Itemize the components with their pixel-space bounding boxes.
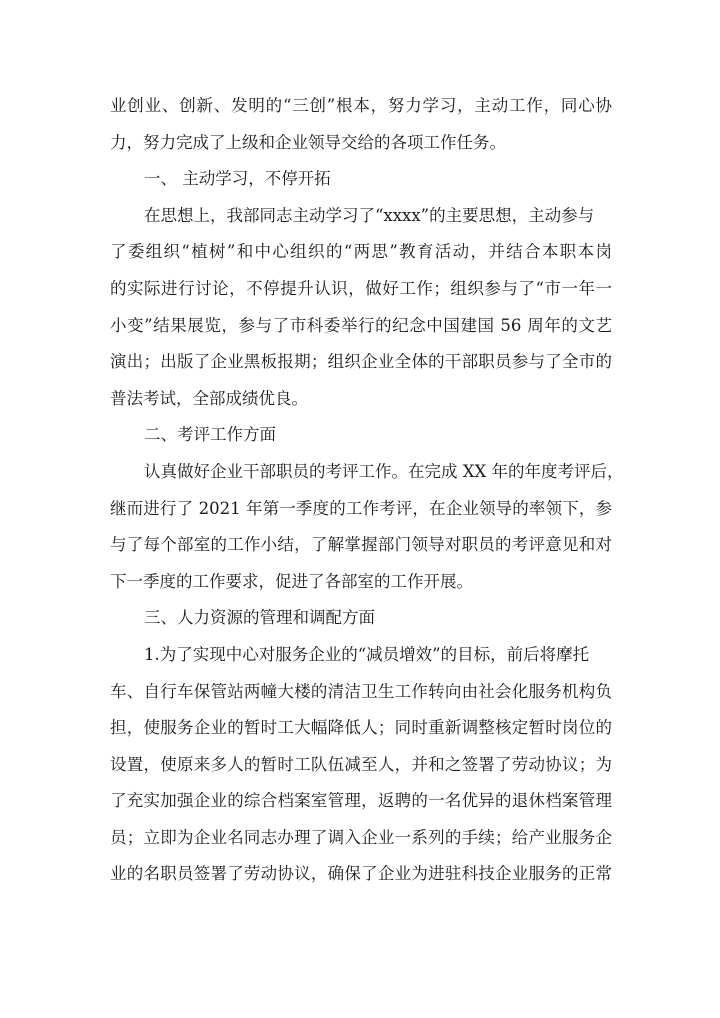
paragraph-line: 设置，使原来多人的暂时工队伍减至人，并和之签署了劳动协议；为 [110, 754, 612, 774]
paragraph-line: 在思想上，我部同志主动学习了“xxxx”的主要思想，主动参与 [144, 205, 595, 225]
paragraph-line: 小变”结果展览，参与了市科委举行的纪念中国建国 56 周年的文艺 [110, 315, 612, 335]
paragraph-line: 业的名职员签署了劳动协议，确保了企业为进驻科技企业服务的正常 [110, 864, 612, 884]
paragraph-line: 业创业、创新、发明的“三创”根本，努力学习，主动工作，同心协 [110, 96, 612, 115]
paragraph-line: 力，努力完成了上级和企业领导交给的各项工作任务。 [110, 132, 506, 152]
paragraph-line: 了充实加强企业的综合档案室管理，返聘的一名优异的退休档案管理 [110, 791, 612, 811]
paragraph-line: 1.为了实现中心对服务企业的“减员增效”的目标，前后将摩托 [144, 644, 590, 664]
paragraph-line: 员；立即为企业名同志办理了调入企业一系列的手续；给产业服务企 [110, 827, 612, 847]
paragraph-line: 车、自行车保管站两幢大楼的清洁卫生工作转向由社会化服务机构负 [110, 681, 612, 701]
section-heading-1: 一、 主动学习，不停开拓 [144, 169, 331, 189]
paragraph-line: 普法考试，全部成绩优良。 [110, 388, 308, 408]
document-body [110, 88, 624, 893]
paragraph-line: 担，使服务企业的暂时工大幅降低人；同时重新调整核定暂时岗位的 [110, 718, 612, 738]
paragraph-line: 认真做好企业干部职员的考评工作。在完成 XX 年的年度考评后， [144, 461, 624, 481]
paragraph-line: 了委组织“植树”和中心组织的“两思”教育活动，并结合本职本岗 [110, 242, 612, 262]
paragraph-line: 继而进行了 2021 年第一季度的工作考评，在企业领导的率领下，参 [110, 498, 612, 518]
paragraph-line: 下一季度的工作要求，促进了各部室的工作开展。 [110, 571, 473, 591]
section-heading-2: 二、考评工作方面 [144, 425, 276, 445]
paragraph-line: 的实际进行讨论，不停提升认识，做好工作；组织参与了“市一年一 [110, 278, 612, 298]
paragraph-line: 演出；出版了企业黑板报期；组织企业全体的干部职员参与了全市的 [110, 352, 612, 372]
section-heading-3: 三、人力资源的管理和调配方面 [144, 608, 375, 628]
paragraph-line: 与了每个部室的工作小结，了解掌握部门领导对职员的考评意见和对 [110, 535, 612, 555]
